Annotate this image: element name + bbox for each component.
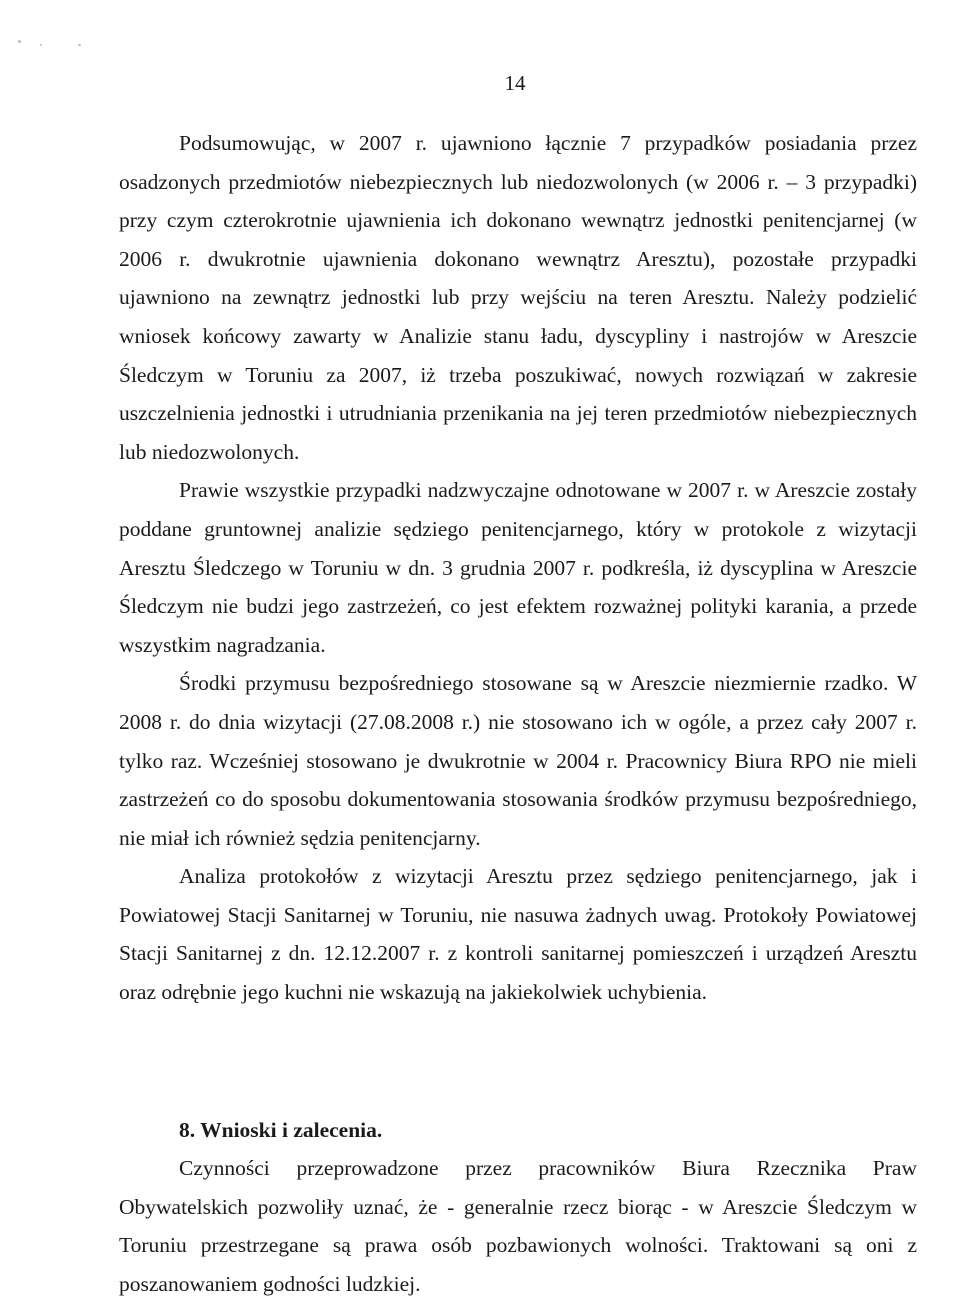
section-heading: 8. Wnioski i zalecenia. [179, 1118, 383, 1142]
section-body [119, 1149, 917, 1303]
paragraph-conclusions: Czynności przeprowadzone przez pracowników Biura Rzecznika Praw Obywatelskich pozwoliły uznać, że - generalnie rzecz biorąc - w Areszcie Śledczym w Toruniu przestrzegane są prawa osób pozbawionych wolności. Traktowani są oni z poszanowaniem godności ludzkiej. [119, 1156, 917, 1296]
paragraph-dangerous-items-summary: Podsumowując, w 2007 r. ujawniono łącznie 7 przypadków posiadania przez osadzonych przedmiotów niebezpiecznych lub niedozwolonych (w 2006 r. – 3 przypadki) przy czym czterokrotnie ujawnienia ich dokonano wewnątrz jednostki penitencjarnej (w 2006 r. dwukrotnie ujawnienia dokonano wewnątrz Aresztu), pozostałe przypadki ujawniono na zewnątrz jednostki lub przy wejściu na teren Aresztu. Należy podzielić wniosek końcowy zawarty w Analizie stanu ładu, dyscypliny i nastrojów w Areszcie Śledczym w Toruniu za 2007, iż trzeba poszukiwać, nowych rozwiązań w zakresie uszczelnienia jednostki i utrudniania przenikania na jej teren przedmiotów niebezpiecznych lub niedozwolonych. [119, 131, 917, 464]
document-body [119, 124, 917, 1012]
paragraph-direct-coercion: Środki przymusu bezpośredniego stosowane są w Areszcie niezmiernie rzadko. W 2008 r. do dnia wizytacji (27.08.2008 r.) nie stosowano ich w ogóle, a przez cały 2007 r. tylko raz. Wcześniej stosowano je dwukrotnie w 2004 r. Pracownicy Biura RPO nie mieli zastrzeżeń co do sposobu dokumentowania stosowania środków przymusu bezpośredniego, nie miał ich również sędzia penitencjarny. [119, 671, 917, 850]
scan-speck [40, 44, 42, 46]
paragraph-extraordinary-incidents: Prawie wszystkie przypadki nadzwyczajne odnotowane w 2007 r. w Areszcie zostały poddane gruntownej analizie sędziego penitencjarnego, który w protokole z wizytacji Aresztu Śledczego w Toruniu w dn. 3 grudnia 2007 r. podkreśla, iż dyscyplina w Areszcie Śledczym nie budzi jego zastrzeżeń, co jest efektem rozważnej polityki karania, a przede wszystkim nagradzania. [119, 478, 917, 657]
page-number: 14 [504, 71, 526, 95]
scan-speck [18, 40, 21, 43]
scan-speck [78, 44, 81, 46]
paragraph-inspection-protocols: Analiza protokołów z wizytacji Aresztu przez sędziego penitencjarnego, jak i Powiatowej Stacji Sanitarnej w Toruniu, nie nasuwa żadnych uwag. Protokoły Powiatowej Stacji Sanitarnej z dn. 12.12.2007 r. z kontroli sanitarnej pomieszczeń i urządzeń Aresztu oraz odrębnie jego kuchni nie wskazują na jakiekolwiek uchybienia. [119, 864, 917, 1005]
